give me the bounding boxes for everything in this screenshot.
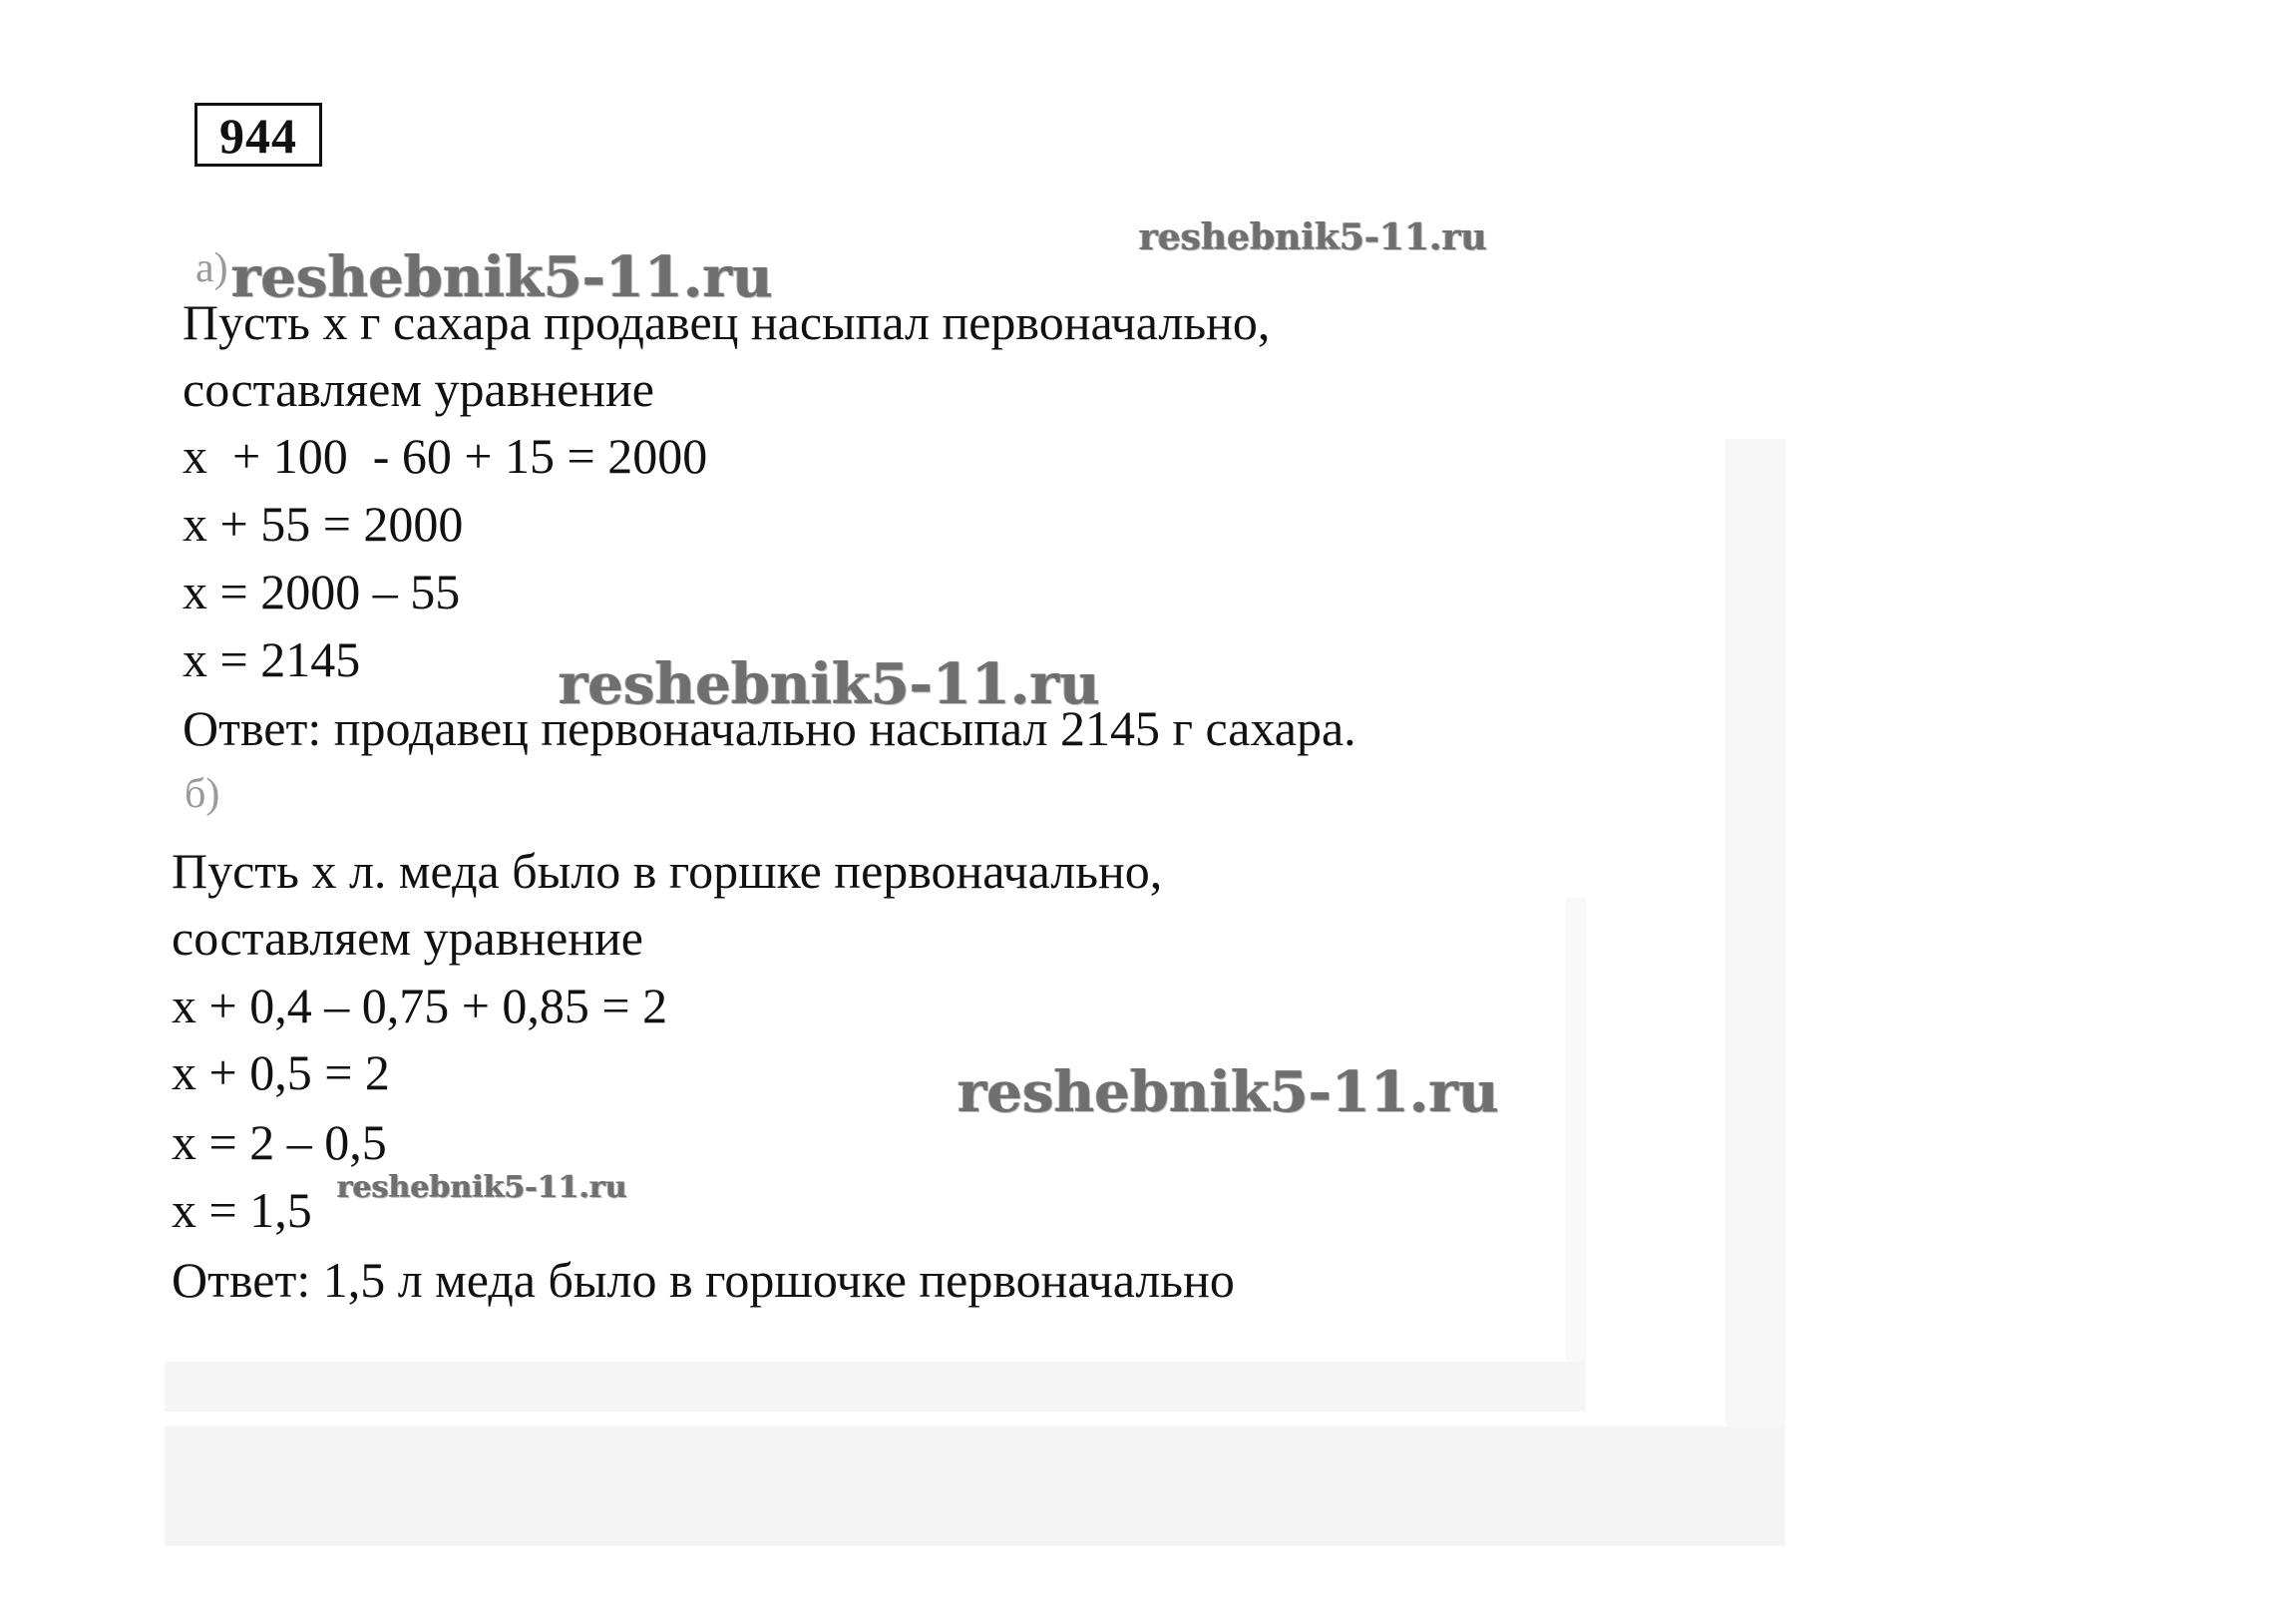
problem-number-box: 944 — [194, 103, 322, 167]
part-a-equation-3: х = 2000 – 55 — [183, 564, 461, 619]
part-a-line-1: Пусть х г сахара продавец насыпал первоначально, — [183, 294, 1271, 350]
part-a-label: а) — [195, 245, 228, 291]
scan-shading — [165, 1362, 1586, 1411]
part-a-answer: Ответ: продавец первоначально насыпал 2145 г сахара. — [183, 700, 1356, 756]
watermark: reshebnik5-11.ru — [1139, 216, 1487, 258]
scan-shading — [1566, 898, 1586, 1367]
scan-shading — [1725, 439, 1785, 1536]
watermark: reshebnik5-11.ru — [957, 1059, 1499, 1125]
part-b-line-2: составляем уравнение — [172, 910, 643, 966]
part-a-equation-2: х + 55 = 2000 — [183, 496, 464, 552]
watermark: reshebnik5-11.ru — [559, 651, 1100, 717]
part-b-equation-4: х = 1,5 — [172, 1182, 312, 1238]
part-a-equation-4: х = 2145 — [183, 631, 361, 687]
part-b-line-1: Пусть х л. меда было в горшке первоначально, — [172, 843, 1163, 899]
part-b-answer: Ответ: 1,5 л меда было в горшочке первоначально — [172, 1252, 1235, 1308]
part-a-line-2: составляем уравнение — [183, 361, 654, 417]
watermark: reshebnik5-11.ru — [337, 1170, 627, 1205]
part-b-label: б) — [185, 771, 220, 817]
part-b-equation-2: х + 0,5 = 2 — [172, 1044, 390, 1100]
watermark: reshebnik5-11.ru — [231, 244, 773, 310]
part-a-equation-1: х + 100 - 60 + 15 = 2000 — [183, 428, 708, 484]
scan-shading — [165, 1426, 1785, 1546]
part-b-equation-3: х = 2 – 0,5 — [172, 1114, 387, 1170]
part-b-equation-1: х + 0,4 – 0,75 + 0,85 = 2 — [172, 978, 668, 1033]
